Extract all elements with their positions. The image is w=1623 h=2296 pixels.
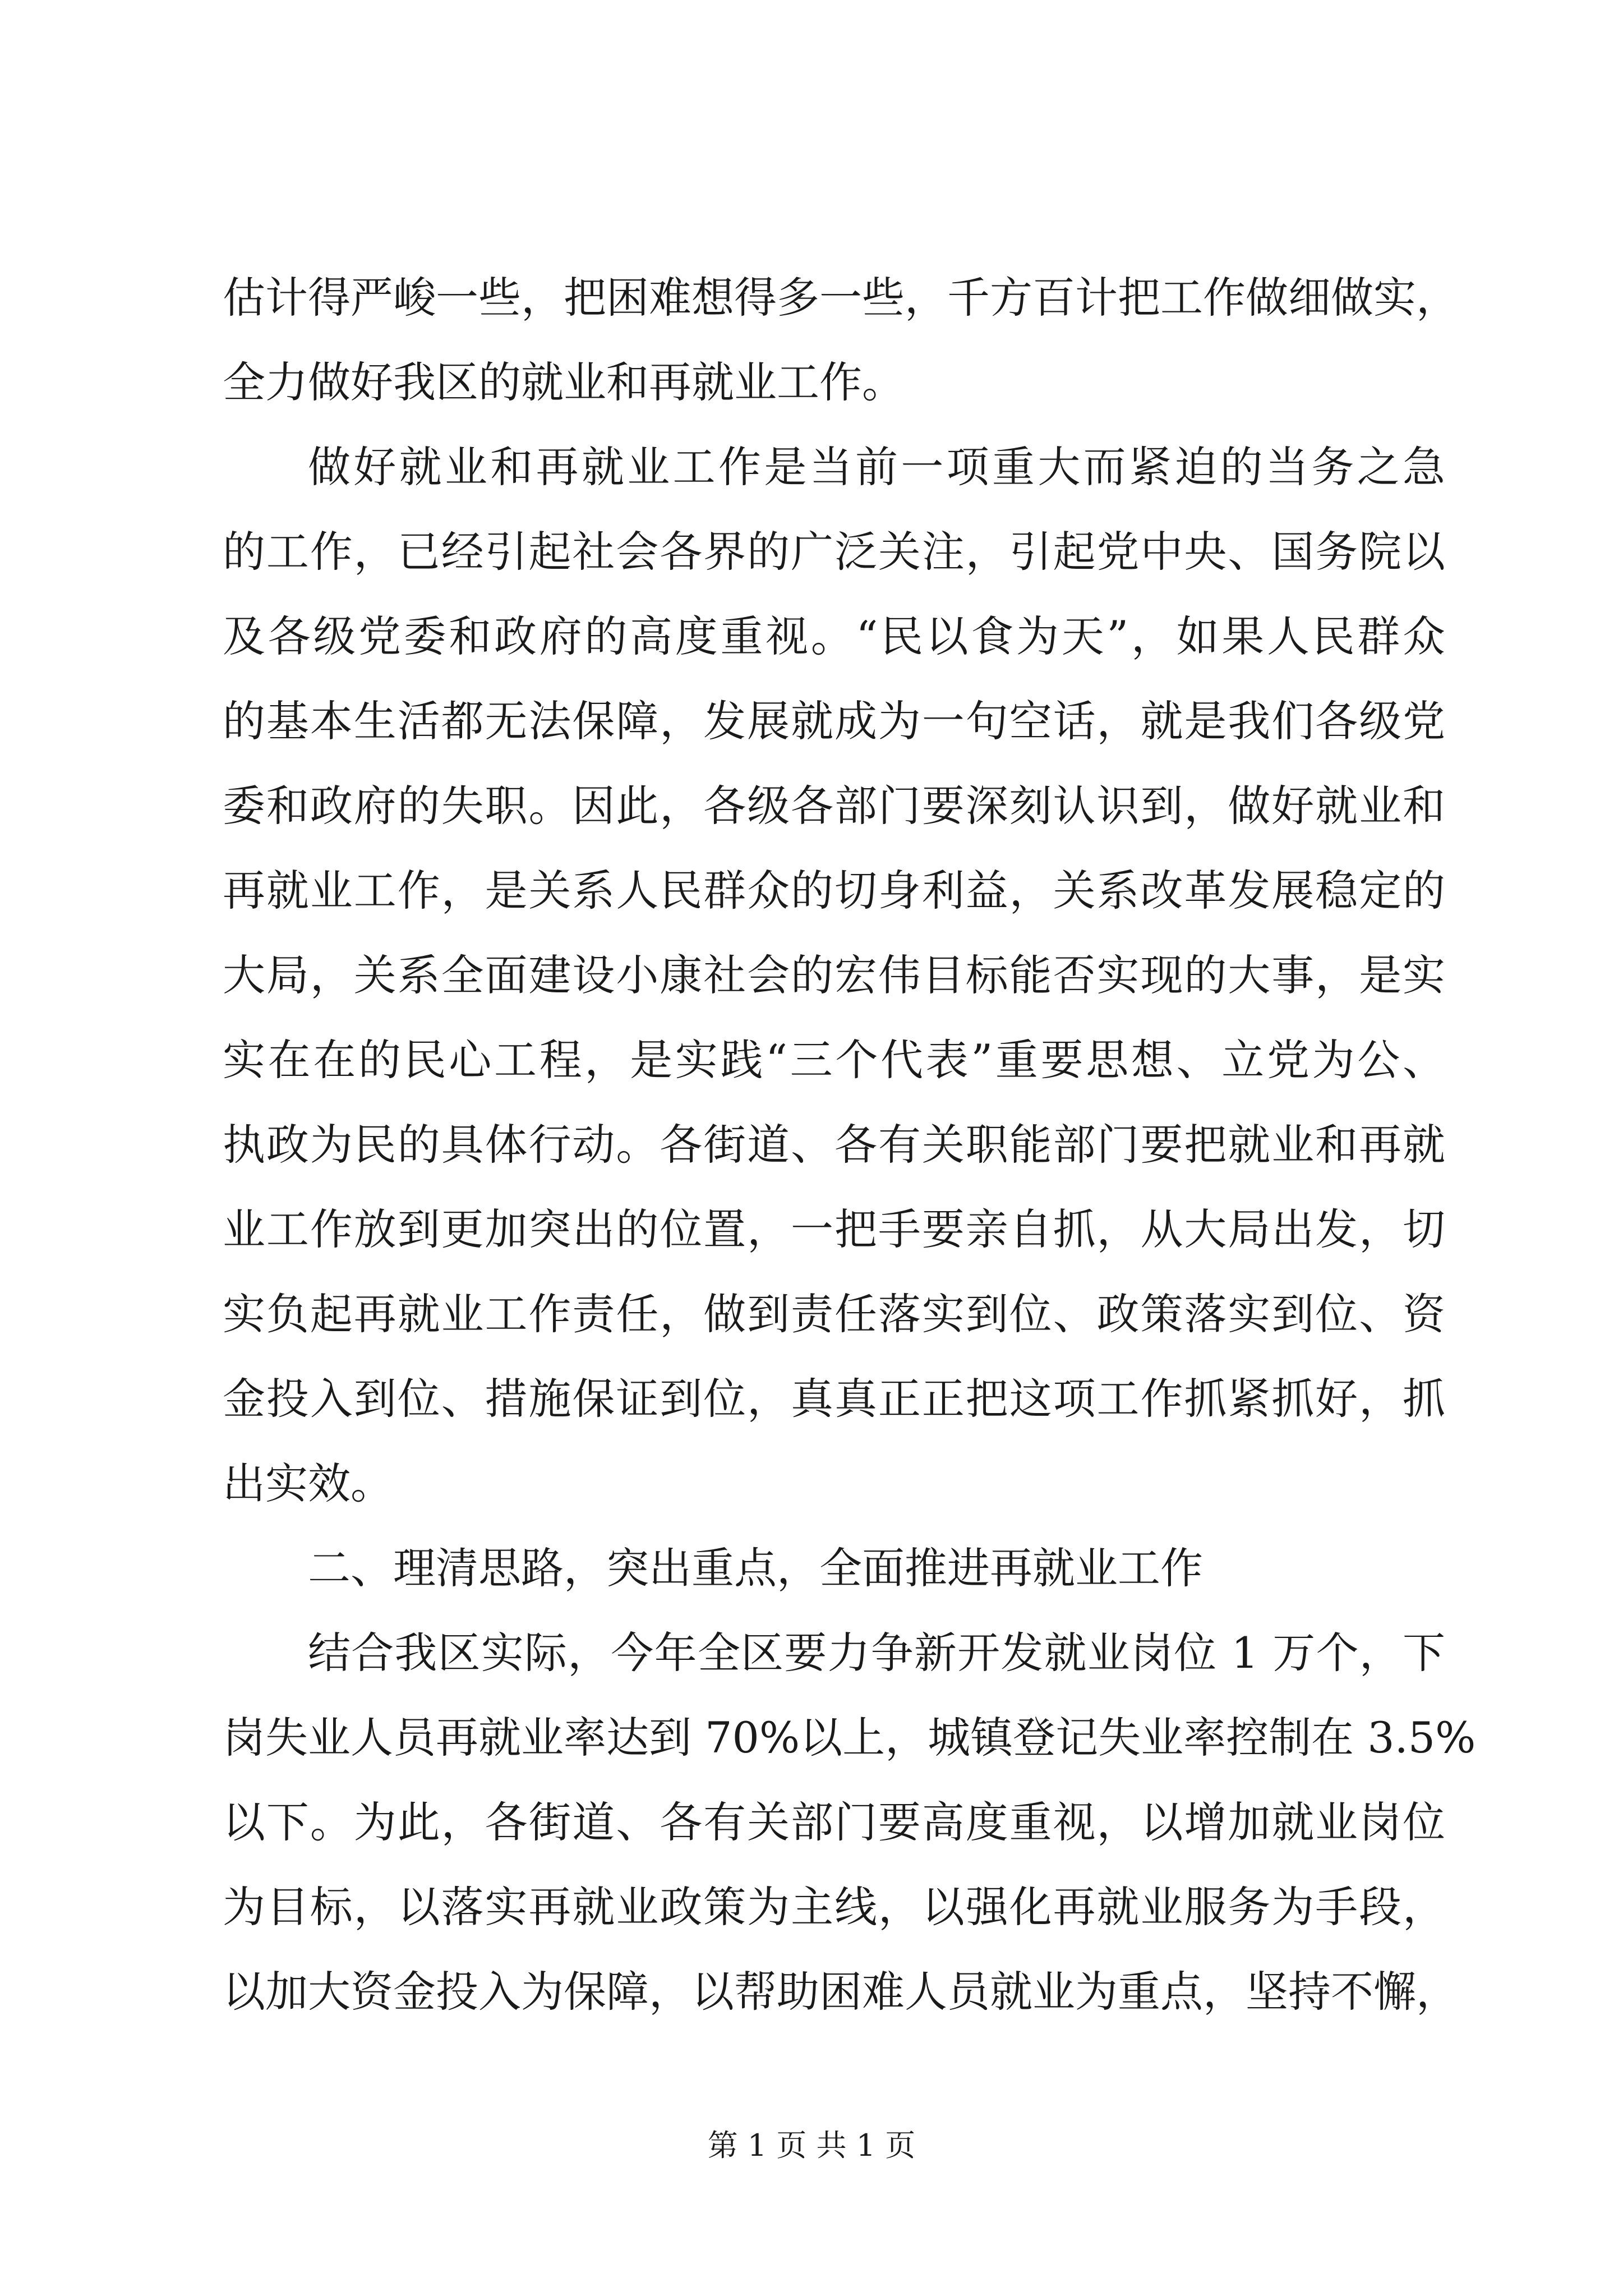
text-line: 再就业工作，是关系人民群众的切身利益，关系改革发展稳定的	[223, 866, 1445, 915]
paragraph-first-line: 做好就业和再就业工作是当前一项重大而紧迫的当务之急	[308, 442, 1445, 492]
text-line: 全力做好我区的就业和再就业工作。	[223, 357, 905, 407]
text-line: 以加大资金投入为保障，以帮助困难人员就业为重点，坚持不懈，	[223, 1967, 1459, 2017]
page-footer	[0, 2126, 1623, 2165]
text-line: 的工作，已经引起社会各界的广泛关注，引起党中央、国务院以	[223, 527, 1445, 577]
text-line: 的基本生活都无法保障，发展就成为一句空话，就是我们各级党	[223, 696, 1445, 746]
text-line: 以下。为此，各街道、各有关部门要高度重视，以增加就业岗位	[223, 1797, 1445, 1847]
body-text	[223, 255, 1476, 2034]
text-line: 金投入到位、措施保证到位，真真正正把这项工作抓紧抓好，抓	[223, 1374, 1445, 1424]
text-line: 执政为民的具体行动。各街道、各有关职能部门要把就业和再就	[223, 1120, 1445, 1170]
text-line: 委和政府的失职。因此，各级各部门要深刻认识到，做好就业和	[223, 781, 1445, 831]
text-line: 实负起再就业工作责任，做到责任落实到位、政策落实到位、资	[223, 1289, 1445, 1339]
text-line: 业工作放到更加突出的位置，一把手要亲自抓，从大局出发，切	[223, 1204, 1445, 1254]
text-line: 出实效。	[223, 1458, 393, 1508]
text-line: 大局，关系全面建设小康社会的宏伟目标能否实现的大事，是实	[223, 950, 1445, 1000]
paragraph-first-line: 结合我区实际，今年全区要力争新开发就业岗位 1 万个，下	[308, 1628, 1445, 1678]
text-line: 实在在的民心工程，是实践“三个代表”重要思想、立党为公、	[223, 1035, 1445, 1085]
page-number-label: 第 1 页 共 1 页	[707, 2128, 916, 2163]
text-line: 及各级党委和政府的高度重视。“民以食为天”，如果人民群众	[223, 611, 1445, 661]
text-line: 岗失业人员再就业率达到 70%以上，城镇登记失业率控制在 3.5%	[223, 1713, 1476, 1763]
section-heading: 二、理清思路，突出重点，全面推进再就业工作	[308, 1543, 1203, 1593]
text-line: 估计得严峻一些，把困难想得多一些，千方百计把工作做细做实，	[223, 273, 1459, 323]
text-line: 为目标，以落实再就业政策为主线，以强化再就业服务为手段，	[223, 1882, 1445, 1932]
